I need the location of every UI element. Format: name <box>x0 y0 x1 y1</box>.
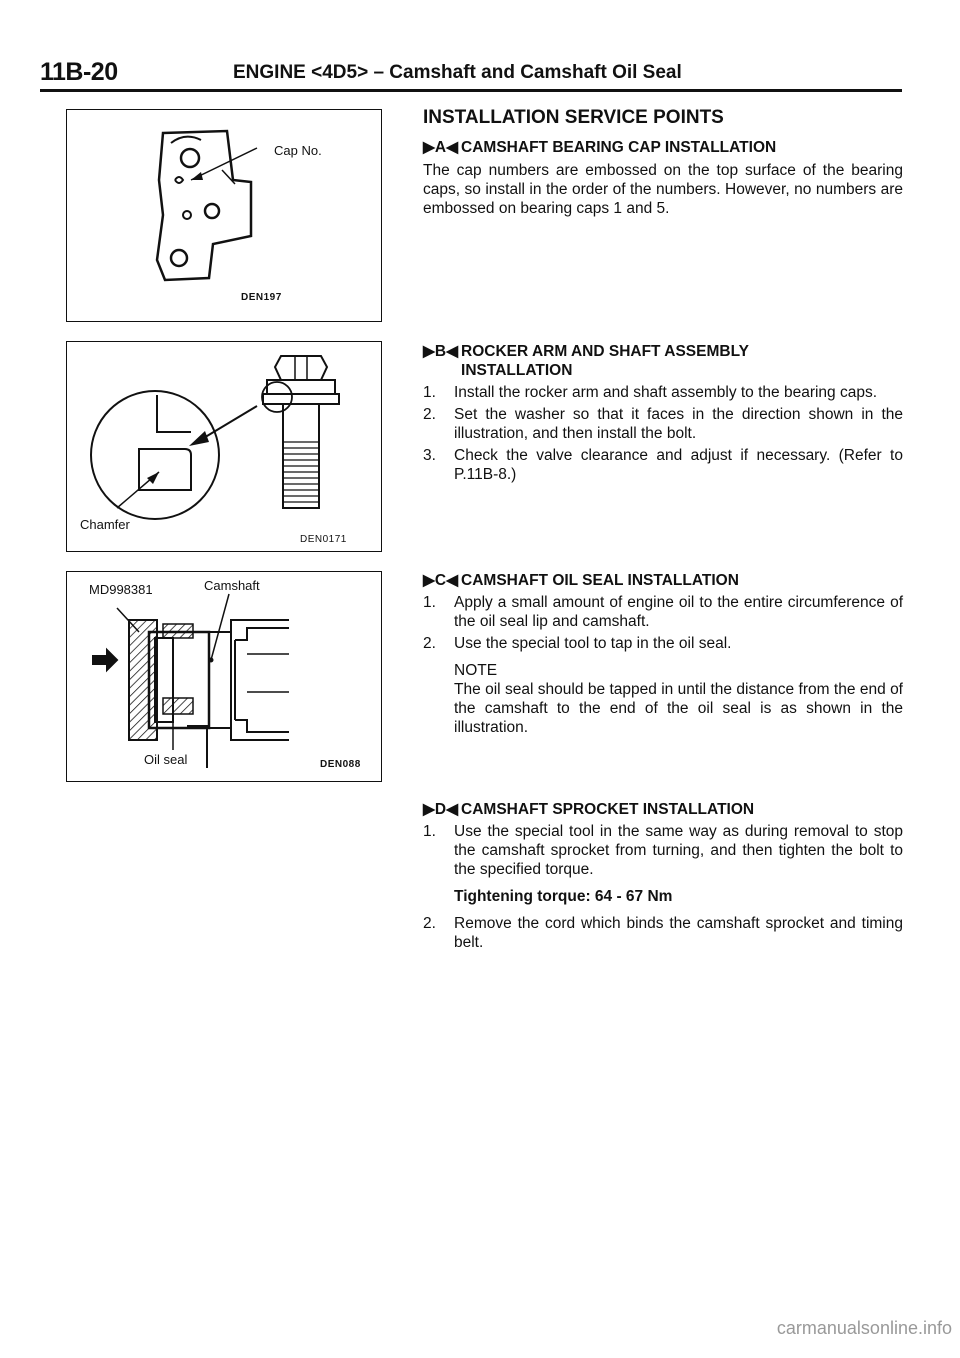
section-heading <box>423 800 903 819</box>
list-item <box>423 822 903 879</box>
figure-code: DEN088 <box>320 759 361 770</box>
page-number: 11B-20 <box>40 58 118 86</box>
cap-no-label: Cap No. <box>274 143 322 158</box>
camshaft-label: Camshaft <box>204 578 260 593</box>
list-item <box>423 446 903 484</box>
section-c <box>423 571 903 737</box>
step-number: 2. <box>423 915 436 932</box>
list-item <box>423 914 903 952</box>
tightening-torque: Tightening torque: 64 - 67 Nm <box>454 888 673 905</box>
step-number: 1. <box>423 594 436 611</box>
header-rule <box>40 89 902 92</box>
section-d <box>423 800 903 952</box>
section-title: CAMSHAFT BEARING CAP INSTALLATION <box>461 139 777 156</box>
step-number: 1. <box>423 384 436 401</box>
figure-code: DEN0171 <box>300 534 347 545</box>
section-marker: ▶A◀ <box>423 139 459 156</box>
step-text: Install the rocker arm and shaft assembly to the bearing caps. <box>454 384 878 401</box>
note-label: NOTE <box>454 662 498 679</box>
figure-bearing-cap <box>66 109 382 322</box>
note-text: The oil seal should be tapped in until the distance from the end of the camshaft to the end of the oil seal is as shown in the illustration. <box>454 681 903 736</box>
bearing-cap-illustration <box>67 110 381 321</box>
step-text: Use the special tool in the same way as during removal to stop the camshaft sprocket from turning, and then tighten the bolt to the specified torque. <box>454 823 903 878</box>
step-number: 1. <box>423 823 436 840</box>
section-title: CAMSHAFT SPROCKET INSTALLATION <box>461 801 755 818</box>
step-number: 2. <box>423 635 436 652</box>
list-item <box>423 593 903 631</box>
section-marker: ▶C◀ <box>423 572 459 589</box>
page-title: ENGINE <4D5> – Camshaft and Camshaft Oil Seal <box>233 62 682 83</box>
step-number: 2. <box>423 406 436 423</box>
section-title: ROCKER ARM AND SHAFT ASSEMBLY INSTALLATION <box>461 343 749 379</box>
section-paragraph: The cap numbers are embossed on the top surface of the bearing caps, so install in the order of the numbers. However, no numbers are embossed on bearing caps 1 and 5. <box>423 162 903 217</box>
note <box>454 661 903 737</box>
list-item <box>423 634 903 653</box>
section-a <box>423 138 903 218</box>
footer-text: carmanualsonline.info <box>776 1318 952 1338</box>
step-text: Use the special tool to tap in the oil seal. <box>454 635 732 652</box>
oil-seal-label: Oil seal <box>144 752 188 767</box>
step-text: Remove the cord which binds the camshaft sprocket and timing belt. <box>454 915 903 951</box>
section-heading <box>423 342 903 380</box>
step-number: 3. <box>423 447 436 464</box>
figure-washer-bolt <box>66 341 382 552</box>
section-heading <box>423 138 903 157</box>
step-text: Check the valve clearance and adjust if necessary. (Refer to P.11B-8.) <box>454 447 903 483</box>
tool-label: MD998381 <box>89 582 153 597</box>
section-marker: ▶B◀ <box>423 343 459 360</box>
figure-code: DEN197 <box>241 292 282 303</box>
page-header <box>40 58 900 90</box>
list-item <box>423 383 903 402</box>
section-title: CAMSHAFT OIL SEAL INSTALLATION <box>461 572 739 589</box>
section-heading <box>423 571 903 590</box>
oil-seal-illustration <box>67 572 381 781</box>
step-text: Set the washer so that it faces in the direction shown in the illustration, and then install the bolt. <box>454 406 903 442</box>
section-marker: ▶D◀ <box>423 801 459 818</box>
footer-watermark <box>0 1318 960 1339</box>
chamfer-label: Chamfer <box>80 517 130 532</box>
step-text: Apply a small amount of engine oil to the entire circumference of the oil seal lip and camshaft. <box>454 594 903 630</box>
main-heading: INSTALLATION SERVICE POINTS <box>423 107 724 128</box>
figure-oil-seal <box>66 571 382 782</box>
list-item <box>423 405 903 443</box>
section-b <box>423 342 903 484</box>
